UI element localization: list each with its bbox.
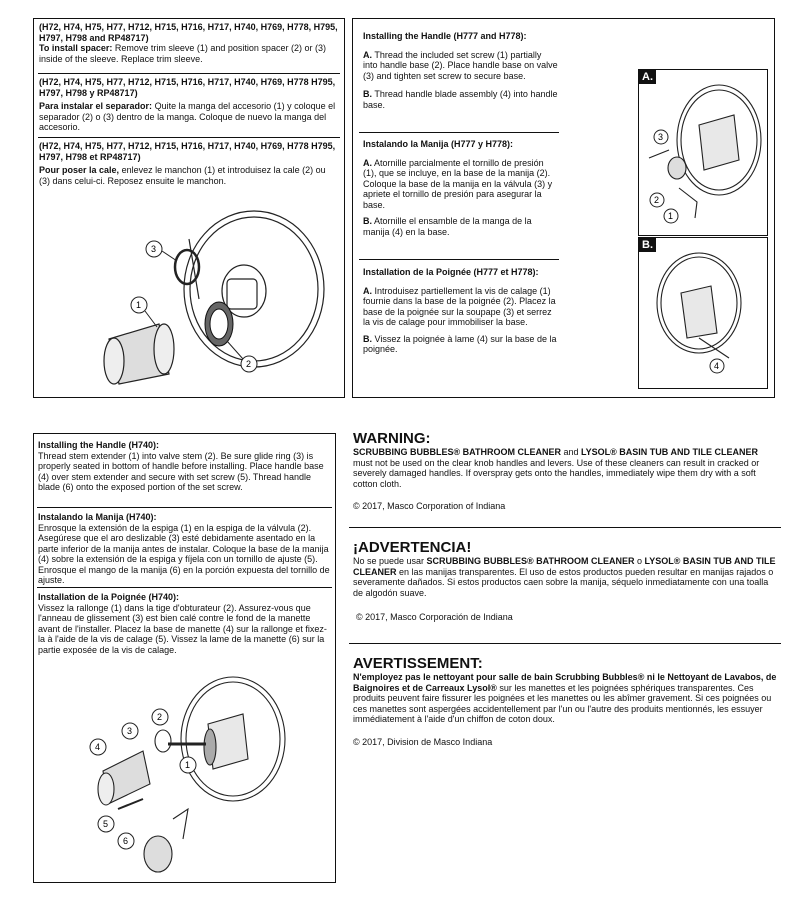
spacer-install-panel (33, 18, 345, 398)
spacer-french-section (39, 141, 339, 186)
copyright-french: © 2017, Division de Masco Indiana (353, 736, 493, 747)
callout-1: 1 (185, 760, 191, 770)
spacer-diagram (39, 209, 339, 389)
warning-english-section: WARNING: SCRUBBING BUBBLES® BATHROOM CLEANER and LYSOL® BASIN TUB AND TILE CLEANER must not be used on the clear knob handles and levers. Use of these cleaners can result in cracked or severely damaged handles. If overspray gets onto the handles, immediately wipe them dry with a soft cotton cloth. © 2017, Masco Corporation of Indiana (353, 431, 778, 512)
instalar-separador-text: Quite la manga del accesorio (1) y coloque el separador (2) o (3) dentro de la manga. Coloque de nuevo la manga del accesorio. (39, 101, 336, 132)
install-spacer-text: Remove trim sleeve (1) and position spacer (2) or (3) inside of the sleeve. Replace trim sleeve. (39, 43, 326, 64)
divider (37, 587, 332, 588)
h777-english-step-b: Thread handle blade assembly (4) into handle base. (363, 89, 558, 110)
divider (359, 259, 559, 260)
divider (37, 507, 332, 508)
divider (359, 132, 559, 133)
spacer-2 (205, 302, 233, 346)
callout-6: 6 (123, 836, 129, 846)
h740-diagram (38, 659, 331, 879)
h777-english-step-a: Thread the included set screw (1) partially into handle base (2). Place handle base on valve (3) and tighten set screw to secure base. (363, 49, 558, 81)
models-list-french: (H72, H74, H75, H77, H712, H715, H716, H717, H740, H769, H778 H795, H797, H798 et RP48717) (39, 141, 336, 162)
warning-english-text: must not be used on the clear knob handles and levers. Use of these cleaners can result in cracked or severely damaged handles. If overspray gets onto the handles, immediately wipe them dry with a soft cotton cloth. (353, 457, 760, 489)
trim-plate (184, 211, 324, 367)
h740-french-section (38, 592, 331, 655)
h740-spanish-heading: Instalando la Manija (H740): (38, 512, 157, 522)
h777-spanish-section: Instalando la Manija (H777 y H778): A. Atornille parcialmente el tornillo de presión (1), que se incluye, en la base de la manija (2). Coloque la base de la manija en la válvula (3) y apriete el tornillo de presión para asegurar la base. B. Atornille el ensamble de la manga de la manija (4) en la base. (363, 139, 558, 237)
models-list-spanish: (H72, H74, H75, H77, H712, H715, H716, H717, H740, H769, H778 H795, H797, H798 y RP48717) (39, 77, 336, 98)
callout-3: 3 (127, 726, 133, 736)
h777-french-step-b: Vissez la poignée à lame (4) sur la base de la poignée. (363, 333, 557, 354)
callout-1: 1 (136, 300, 142, 310)
callout-5: 5 (103, 819, 109, 829)
poser-cale-heading: Pour poser la cale, (39, 165, 120, 175)
warning-french-title: AVERTISSEMENT: (353, 655, 483, 672)
trim-sleeve-1 (104, 324, 174, 384)
callout-3: 3 (151, 244, 157, 254)
instalar-separador-heading: Para instalar el separador: (39, 101, 153, 111)
h740-handle-panel (33, 433, 336, 883)
h740-english-text: Thread stem extender (1) into valve stem (2). Be sure glide ring (3) is properly seated in bottom of handle before installing. Place handle base (4) over stem extender and secure with set screw (5). Thread handle blade (6) onto the exposed portion of the set screw. (38, 450, 324, 492)
callout-4: 4 (95, 742, 101, 752)
warning-english-title: WARNING: (353, 430, 431, 447)
diagram-a-badge: A. (639, 70, 656, 84)
divider (38, 137, 340, 138)
callout-2: 2 (246, 359, 252, 369)
h740-spanish-section (38, 512, 331, 586)
diagram-b (639, 238, 767, 388)
diagram-a-frame (638, 69, 768, 236)
spacer-english-section (39, 22, 339, 64)
h777-french-heading: Installation de la Poignée (H777 et H778): (363, 267, 539, 277)
h777-english-heading: Installing the Handle (H777 and H778): (363, 31, 527, 41)
h777-french-step-a: Introduisez partiellement la vis de calage (1) fournie dans la base de la poignée (2). Placez la base de la poignée sur la soupape (3) et serrez la vis de calage pour immobiliser la base. (363, 285, 556, 327)
spacer-spanish-section (39, 77, 339, 133)
h777-spanish-step-b: Atornille el ensamble de la manga de la manija (4) en la base. (363, 216, 532, 237)
callout-a-3: 3 (658, 132, 664, 142)
h777-english-section: Installing the Handle (H777 and H778): A. Thread the included set screw (1) partially into handle base (2). Place handle base on valve (3) and tighten set screw to secure base. B. Thread handle blade assembly (4) into handle base. (363, 31, 558, 110)
divider (38, 73, 340, 74)
install-spacer-heading: To install spacer: (39, 43, 113, 53)
models-list-english: (H72, H74, H75, H77, H712, H715, H716, H717, H740, H769, H778, H795, H797, H798 and RP48717) (39, 22, 338, 43)
h740-english-section (38, 440, 331, 493)
h777-handle-panel (352, 18, 775, 398)
warning-french-text: sur les manettes et les poignées sphériques transparentes. Ces produits peuvent faire fissurer les poignées et les manettes ou les abîmer gravement. Si ces poignées ou ces manettes sont aspergées accidentellement par l'un ou l'autre des produits mentionnés, les essuyer immédiatement à l'aide d'un chiffon de coton doux. (353, 682, 772, 724)
warning-spanish-text: en las manijas transparentes. El uso de estos productos pueden resultar en manijas rajados o severamente dañados. Si estos productos caen sobre la manija, séquelo inmediatamente con una toalla de algodón suave. (353, 566, 774, 598)
h740-english-heading: Installing the Handle (H740): (38, 440, 160, 450)
divider (349, 527, 781, 528)
h777-french-section: Installation de la Poignée (H777 et H778): A. Introduisez partiellement la vis de calage (1) fournie dans la base de la poignée (2). Placez la base de la poignée sur la soupape (3) et serrez la vis de calage pour immobiliser la base. B. Vissez la poignée à lame (4) sur la base de la poignée. (363, 267, 557, 354)
h740-spanish-text: Enrosque la extensión de la espiga (1) en la espiga de la válvula (2). Asegúrese que el aro deslizable (3) esté debidamente asentado en la parte inferior de la manija antes de instalar. Coloque la base de la manija (4) sobre la extensión de la espiga y fíjela con un tornillo de ajuste (5). Enrosque el mango de la manija (6) en la porción expuesta del tornillo de ajuste. (38, 522, 330, 585)
warning-spanish-section: ¡ADVERTENCIA! No se puede usar SCRUBBING BUBBLES® BATHROOM CLEANER o LYSOL® BASIN TUB AND TILE CLEANER en las manijas transparentes. El uso de estos productos pueden resultar en manijas rajados o severamente dañados. Si estos productos caen sobre la manija, séquelo inmediatamente con una toalla de algodón suave. © 2017, Masco Corporación de Indiana (353, 540, 778, 623)
h740-french-heading: Installation de la Poignée (H740): (38, 592, 180, 602)
poser-cale-text: enlevez le manchon (1) et introduisez la cale (2) ou (3) dans celui-ci. Reposez ensuite le manchon. (39, 165, 326, 186)
warning-french-section: AVERTISSEMENT: N'employez pas le nettoyant pour salle de bain Scrubbing Bubbles® ni le Nettoyant de Lavabos, de Baignoires et de Carreaux Lysol® sur les manettes et les poignées sphériques transparentes. Ces produits peuvent faire fissurer les poignées et les manettes ou les abîmer gravement. Si ces poignées ou ces manettes sont aspergées accidentellement par l'un ou l'autre des produits mentionnés, les essuyer immédiatement à l'aide d'un chiffon de coton doux. © 2017, Division de Masco Indiana (353, 655, 777, 747)
diagram-b-badge: B. (639, 238, 656, 252)
warning-spanish-title: ¡ADVERTENCIA! (353, 539, 472, 556)
copyright-english: © 2017, Masco Corporation of Indiana (353, 501, 506, 511)
callout-a-2: 2 (654, 195, 660, 205)
h777-spanish-step-a: Atornille parcialmente el tornillo de presión (1), que se incluye, en la base de la manija (2). Coloque la base de la manija en la válvula (3) y apriete el tornillo de presión para asegurar la base. (363, 157, 553, 210)
h777-spanish-heading: Instalando la Manija (H777 y H778): (363, 139, 514, 149)
divider (349, 643, 781, 644)
callout-2: 2 (157, 712, 163, 722)
diagram-b-frame (638, 237, 768, 389)
copyright-spanish: © 2017, Masco Corporación de Indiana (356, 612, 513, 622)
h740-french-text: Vissez la rallonge (1) dans la tige d'obturateur (2). Assurez-vous que l'anneau de glissement (3) est bien calé contre le fond de la manette avant de l'installer. Placez la base de manette (4) sur la rallonge et fixez-la à l'aide de la vis de calage (5). Vissez la lame de la manette (6) sur la partie exposée de la vis de calage. (38, 602, 327, 655)
diagram-a (639, 70, 767, 235)
callout-b-4: 4 (714, 361, 720, 371)
callout-a-1: 1 (668, 211, 674, 221)
